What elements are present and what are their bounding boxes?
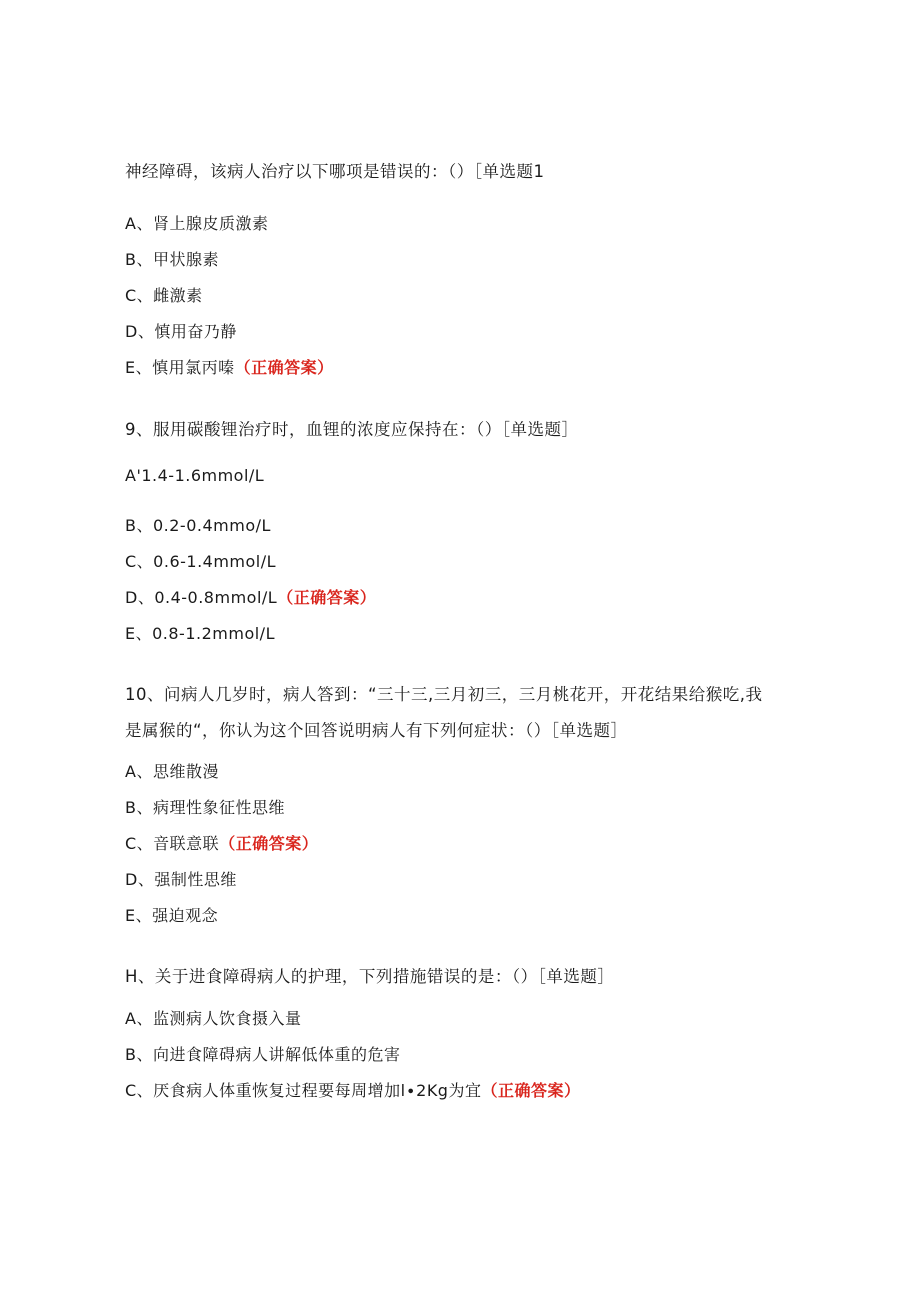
question-stem-continued: 是属猴的“，你认为这个回答说明病人有下列何症状：（）［单选题］ [125, 721, 628, 740]
correct-answer-mark: （正确答案） [277, 588, 377, 607]
answer-option: C、厌食病人体重恢复过程要每周增加l∙2Kg为宜（正确答案） [125, 1081, 581, 1100]
answer-option: A、监测病人饮食摄入量 [125, 1009, 302, 1028]
correct-answer-mark: （正确答案） [219, 834, 319, 853]
answer-option: E、0.8-1.2mmol∕L [125, 624, 275, 643]
correct-answer-mark: （正确答案） [234, 358, 334, 377]
answer-option: D、0.4-0.8mmol∕L（正确答案） [125, 588, 377, 607]
question-stem: 9、服用碳酸锂治疗时，血锂的浓度应保持在：（）［单选题］ [125, 420, 579, 439]
answer-option: C、雌激素 [125, 286, 203, 305]
answer-option: B、向进食障碍病人讲解低体重的危害 [125, 1045, 401, 1064]
question-stem: 神经障碍，该病人治疗以下哪项是错误的：（）［单选题1 [125, 162, 545, 181]
answer-option: D、慎用奋乃静 [125, 322, 237, 341]
answer-option: B、0.2-0.4mmo∕L [125, 516, 271, 535]
answer-option: B、甲状腺素 [125, 250, 219, 269]
answer-option: E、强迫观念 [125, 906, 219, 925]
answer-option: C、音联意联（正确答案） [125, 834, 319, 853]
answer-option: D、强制性思维 [125, 870, 237, 889]
answer-option: E、慎用氯丙嗪（正确答案） [125, 358, 334, 377]
answer-option: A、肾上腺皮质激素 [125, 214, 269, 233]
question-stem: H、关于进食障碍病人的护理，下列措施错误的是：（）［单选题］ [125, 967, 615, 986]
correct-answer-mark: （正确答案） [481, 1081, 581, 1100]
answer-option: B、病理性象征性思维 [125, 798, 285, 817]
answer-option: A、思维散漫 [125, 762, 219, 781]
question-stem: 10、问病人几岁时，病人答到：“三十三,三月初三，三月桃花开，开花结果给猴吃,我 [125, 685, 763, 704]
answer-option: C、0.6-1.4mmol∕L [125, 552, 277, 571]
answer-option: A'1.4-1.6mmol∕L [125, 466, 265, 485]
